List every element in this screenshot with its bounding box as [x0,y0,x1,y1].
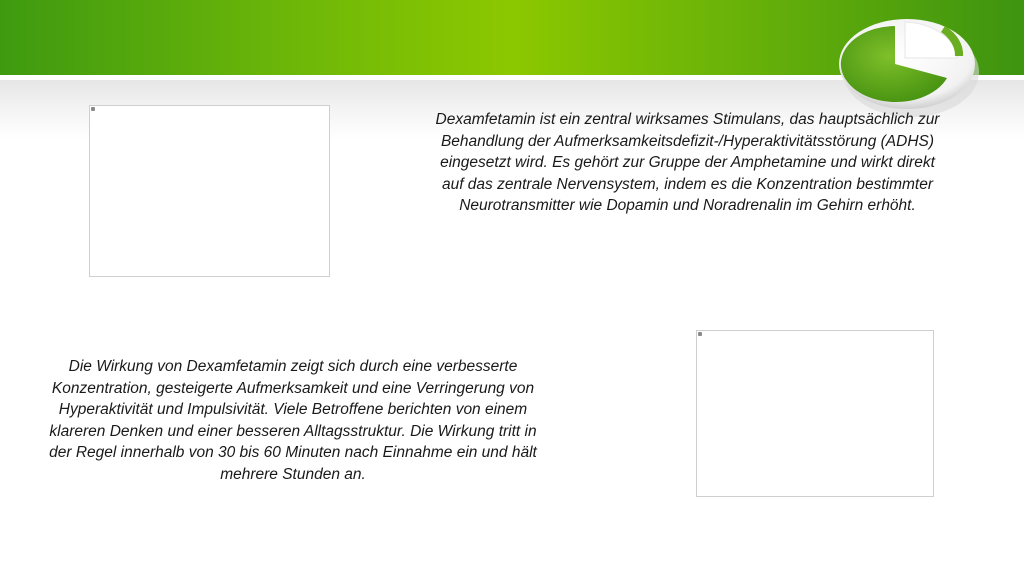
text-paragraph-bottom: Die Wirkung von Dexamfetamin zeigt sich durch eine verbesserte Konzentration, gesteigerte Aufmerksamkeit und eine Verringerung von Hyperaktivität und Impulsivität. Viele Betroffene berichten von einem klareren Denken und einer besseren Alltagsstruktur. Die Wirkung tritt in der Regel innerhalb von 30 bis 60 Minuten nach Einnahme ein und hält mehrere Stunden an. [49,358,537,483]
pie-logo-icon [835,12,985,122]
image-placeholder-bottom [696,330,934,497]
image-placeholder-top [89,105,330,277]
broken-image-icon [91,107,95,111]
text-paragraph-top: Dexamfetamin ist ein zentral wirksames Stimulans, das hauptsächlich zur Behandlung der Aufmerksamkeitsdefizit-/Hyperaktivitätsstörung (ADHS) eingesetzt wird. Es gehört zur Gruppe der Amphetamine und wirkt direkt auf das zentrale Nervensystem, indem es die Konzentration bestimmter Neurotransmitter wie Dopamin und Noradrenalin im Gehirn erhöht. [435,111,940,214]
broken-image-icon [698,332,702,336]
